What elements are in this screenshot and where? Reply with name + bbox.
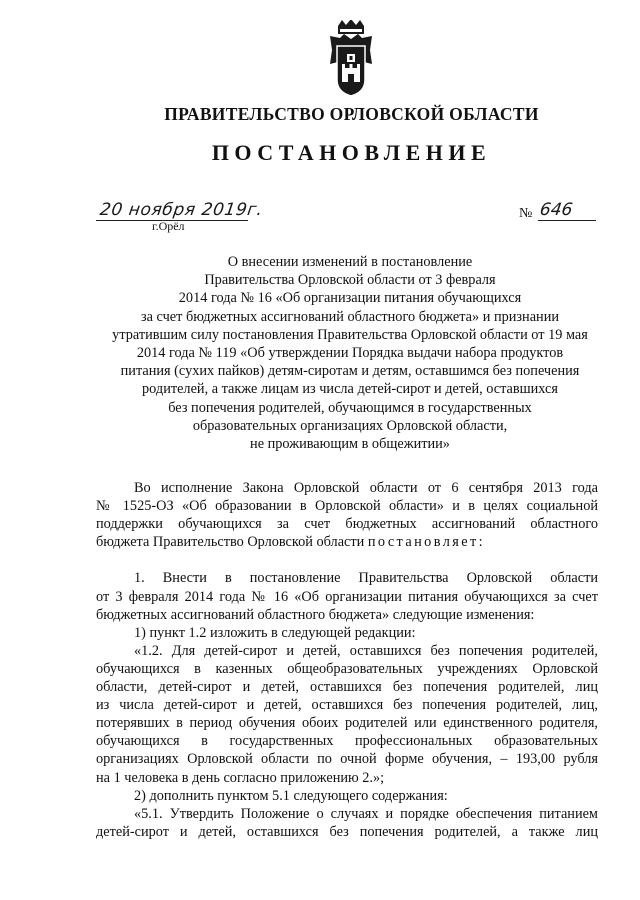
body-line: области, детей-сирот и детей, оставшихся без попечения родителей, лиц xyxy=(96,679,598,696)
body-line: 2) дополнить пунктом 5.1 следующего содержания: xyxy=(134,787,448,804)
city: г.Орёл xyxy=(152,219,185,233)
body-text: бюджета Правительство Орловской области xyxy=(96,534,368,551)
body-line: из числа детей-сирот и детей, оставшихся без попечения родителей, лиц, xyxy=(96,697,598,714)
handwritten-number: 646 xyxy=(538,200,574,220)
body-line: обучающихся в государственных профессиональных образовательных xyxy=(96,733,598,750)
subject-line: 2014 года № 119 «Об утверждении Порядка выдачи набора продуктов xyxy=(136,345,564,362)
body-line: № 1525-ОЗ «Об образовании в Орловской области» и в целях социальной xyxy=(96,498,598,515)
subject-line: за счет бюджетных ассигнований областного бюджета» и признании xyxy=(140,308,559,325)
document-type: ПОСТАНОВЛЕНИЕ xyxy=(211,140,492,165)
body-line: поддержки обучающихся за счет бюджетных ассигнований областного xyxy=(96,516,598,533)
subject-line: утратившим силу постановления Правительства Орловской области от 19 мая xyxy=(112,326,588,343)
government-title: ПРАВИТЕЛЬСТВО ОРЛОВСКОЙ ОБЛАСТИ xyxy=(164,104,539,124)
subject-line: не проживающим в общежитии» xyxy=(250,436,450,453)
body-line: 1. Внести в постановление Правительства Орловской области xyxy=(134,570,598,587)
number-underline xyxy=(538,220,596,221)
subject-line: Правительства Орловской области от 3 февраля xyxy=(204,272,496,289)
body-line: 1) пункт 1.2 изложить в следующей редакции: xyxy=(134,624,416,641)
handwritten-date: 20 ноября 2019г. xyxy=(98,200,265,220)
subject-line: питания (сухих пайков) детям-сиротам и детям, оставшимся без попечения xyxy=(120,363,580,380)
subject-line: 2014 года № 16 «Об организации питания обучающихся xyxy=(178,290,522,307)
body-line: обучающихся в казенных общеобразовательных учреждениях Орловской xyxy=(96,660,598,677)
decree-keyword: постановляет: xyxy=(367,534,485,551)
body-line: «1.2. Для детей-сирот и детей, оставшихся без попечения родителей, xyxy=(134,642,598,659)
subject-line: родителей, а также лицам из числа детей-сирот и детей, оставшихся xyxy=(142,381,558,398)
body-line: детей-сирот и детей, оставшихся без попечения родителей, а также лиц xyxy=(96,823,598,840)
subject-line: образовательных организациях Орловской области, xyxy=(192,417,508,434)
paragraph-gap xyxy=(96,551,598,569)
subject-line: без попечения родителей, обучающимся в государственных xyxy=(168,399,532,416)
decree-subject xyxy=(60,253,640,453)
body-line: бюджетных ассигнований областного бюджета» следующие изменения: xyxy=(96,606,535,623)
body-line: организациях Орловской области по очной форме обучения, – 193,00 рубля xyxy=(96,751,598,768)
body-line: «5.1. Утвердить Положение о случаях и порядке обеспечения питанием xyxy=(134,805,598,822)
body-line: потерявших в период обучения обоих родителей или единственного родителя, xyxy=(96,715,598,732)
coat-of-arms-icon xyxy=(328,20,374,96)
body-line xyxy=(96,533,598,551)
body-line: Во исполнение Закона Орловской области от 6 сентября 2013 года xyxy=(134,480,598,496)
body-line: на 1 человека в день согласно приложению 2.»; xyxy=(96,769,385,786)
body-line: от 3 февраля 2014 года № 16 «Об организации питания обучающихся за счет xyxy=(96,588,598,605)
number-sign: № xyxy=(519,206,533,221)
subject-line: О внесении изменений в постановление xyxy=(227,254,473,270)
decree-body xyxy=(96,479,598,841)
